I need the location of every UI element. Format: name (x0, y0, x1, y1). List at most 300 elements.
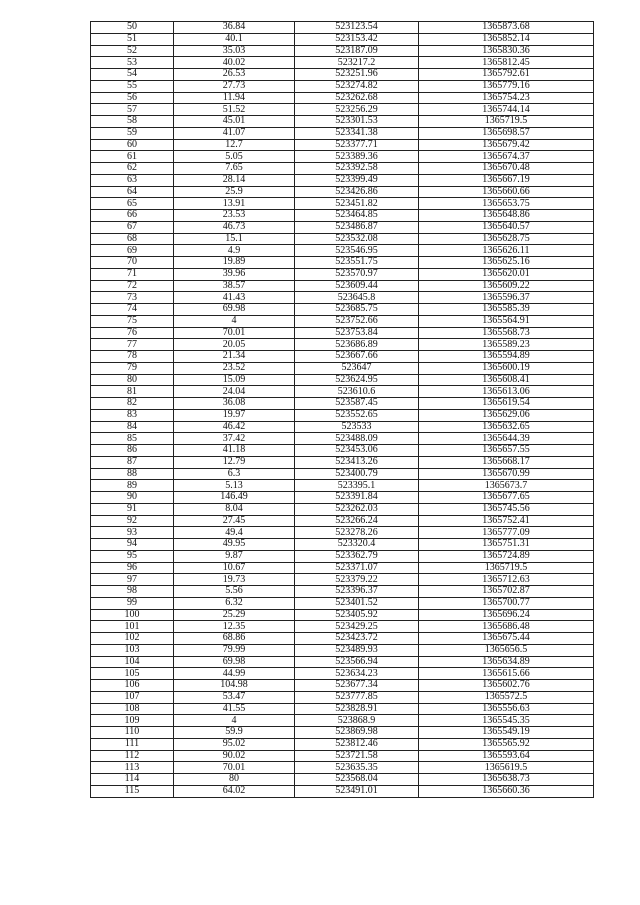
y-coordinate-cell: 1365724.89 (419, 550, 594, 562)
point-number-cell: 97 (91, 574, 174, 586)
x-coordinate-cell: 523551.75 (295, 257, 419, 269)
x-coordinate-cell: 523153.42 (295, 33, 419, 45)
x-coordinate-cell: 523266.24 (295, 515, 419, 527)
point-number-cell: 115 (91, 785, 174, 797)
distance-cell: 27.45 (174, 515, 295, 527)
point-number-cell: 51 (91, 33, 174, 45)
distance-cell: 95.02 (174, 738, 295, 750)
y-coordinate-cell: 1365660.66 (419, 186, 594, 198)
x-coordinate-cell: 523610.6 (295, 386, 419, 398)
table-row (91, 139, 594, 151)
table-row (91, 550, 594, 562)
point-number-cell: 76 (91, 327, 174, 339)
table-row (91, 116, 594, 128)
x-coordinate-cell: 523634.23 (295, 668, 419, 680)
y-coordinate-cell: 1365751.31 (419, 539, 594, 551)
distance-cell: 5.56 (174, 586, 295, 598)
y-coordinate-cell: 1365620.01 (419, 268, 594, 280)
table-row (91, 163, 594, 175)
distance-cell: 13.91 (174, 198, 295, 210)
point-number-cell: 85 (91, 433, 174, 445)
point-number-cell: 90 (91, 492, 174, 504)
x-coordinate-cell: 523552.65 (295, 409, 419, 421)
x-coordinate-cell: 523570.97 (295, 268, 419, 280)
point-number-cell: 93 (91, 527, 174, 539)
y-coordinate-cell: 1365702.87 (419, 586, 594, 598)
x-coordinate-cell: 523301.53 (295, 116, 419, 128)
point-number-cell: 73 (91, 292, 174, 304)
x-coordinate-cell: 523278.26 (295, 527, 419, 539)
y-coordinate-cell: 1365668.17 (419, 456, 594, 468)
table-row (91, 127, 594, 139)
point-number-cell: 103 (91, 644, 174, 656)
y-coordinate-cell: 1365619.5 (419, 762, 594, 774)
x-coordinate-cell: 523274.82 (295, 80, 419, 92)
table-row (91, 492, 594, 504)
distance-cell: 35.03 (174, 45, 295, 57)
y-coordinate-cell: 1365873.68 (419, 22, 594, 34)
coordinate-table (90, 21, 594, 798)
distance-cell: 49.95 (174, 539, 295, 551)
x-coordinate-cell: 523686.89 (295, 339, 419, 351)
y-coordinate-cell: 1365644.39 (419, 433, 594, 445)
point-number-cell: 61 (91, 151, 174, 163)
table-row (91, 174, 594, 186)
table-row (91, 715, 594, 727)
distance-cell: 6.3 (174, 468, 295, 480)
distance-cell: 79.99 (174, 644, 295, 656)
y-coordinate-cell: 1365852.14 (419, 33, 594, 45)
distance-cell: 11.94 (174, 92, 295, 104)
x-coordinate-cell: 523486.87 (295, 221, 419, 233)
point-number-cell: 99 (91, 597, 174, 609)
x-coordinate-cell: 523262.03 (295, 503, 419, 515)
distance-cell: 90.02 (174, 750, 295, 762)
y-coordinate-cell: 1365615.66 (419, 668, 594, 680)
table-row (91, 268, 594, 280)
x-coordinate-cell: 523624.95 (295, 374, 419, 386)
distance-cell: 21.34 (174, 351, 295, 363)
distance-cell: 19.73 (174, 574, 295, 586)
y-coordinate-cell: 1365572.5 (419, 691, 594, 703)
table-row (91, 386, 594, 398)
y-coordinate-cell: 1365600.19 (419, 362, 594, 374)
table-row (91, 409, 594, 421)
y-coordinate-cell: 1365625.16 (419, 257, 594, 269)
point-number-cell: 104 (91, 656, 174, 668)
distance-cell: 36.84 (174, 22, 295, 34)
x-coordinate-cell: 523868.9 (295, 715, 419, 727)
distance-cell: 24.04 (174, 386, 295, 398)
point-number-cell: 68 (91, 233, 174, 245)
point-number-cell: 56 (91, 92, 174, 104)
table-row (91, 527, 594, 539)
table-row (91, 339, 594, 351)
y-coordinate-cell: 1365608.41 (419, 374, 594, 386)
point-number-cell: 106 (91, 680, 174, 692)
y-coordinate-cell: 1365657.55 (419, 445, 594, 457)
y-coordinate-cell: 1365677.65 (419, 492, 594, 504)
y-coordinate-cell: 1365564.91 (419, 315, 594, 327)
point-number-cell: 67 (91, 221, 174, 233)
distance-cell: 4.9 (174, 245, 295, 257)
table-row (91, 727, 594, 739)
y-coordinate-cell: 1365700.77 (419, 597, 594, 609)
y-coordinate-cell: 1365686.48 (419, 621, 594, 633)
y-coordinate-cell: 1365656.5 (419, 644, 594, 656)
distance-cell: 51.52 (174, 104, 295, 116)
x-coordinate-cell: 523777.85 (295, 691, 419, 703)
table-row (91, 198, 594, 210)
x-coordinate-cell: 523187.09 (295, 45, 419, 57)
y-coordinate-cell: 1365712.63 (419, 574, 594, 586)
y-coordinate-cell: 1365679.42 (419, 139, 594, 151)
distance-cell: 45.01 (174, 116, 295, 128)
y-coordinate-cell: 1365744.14 (419, 104, 594, 116)
x-coordinate-cell: 523491.01 (295, 785, 419, 797)
point-number-cell: 66 (91, 210, 174, 222)
table-row (91, 762, 594, 774)
table-row (91, 221, 594, 233)
table-row (91, 104, 594, 116)
y-coordinate-cell: 1365556.63 (419, 703, 594, 715)
point-number-cell: 57 (91, 104, 174, 116)
table-row (91, 151, 594, 163)
y-coordinate-cell: 1365674.37 (419, 151, 594, 163)
distance-cell: 40.1 (174, 33, 295, 45)
x-coordinate-cell: 523377.71 (295, 139, 419, 151)
point-number-cell: 101 (91, 621, 174, 633)
y-coordinate-cell: 1365696.24 (419, 609, 594, 621)
y-coordinate-cell: 1365626.11 (419, 245, 594, 257)
distance-cell: 12.79 (174, 456, 295, 468)
table-row (91, 445, 594, 457)
x-coordinate-cell: 523566.94 (295, 656, 419, 668)
distance-cell: 146.49 (174, 492, 295, 504)
point-number-cell: 62 (91, 163, 174, 175)
table-row (91, 656, 594, 668)
table-row (91, 703, 594, 715)
x-coordinate-cell: 523262.68 (295, 92, 419, 104)
y-coordinate-cell: 1365632.65 (419, 421, 594, 433)
x-coordinate-cell: 523395.1 (295, 480, 419, 492)
x-coordinate-cell: 523667.66 (295, 351, 419, 363)
table-row (91, 304, 594, 316)
distance-cell: 19.97 (174, 409, 295, 421)
table-row (91, 738, 594, 750)
x-coordinate-cell: 523400.79 (295, 468, 419, 480)
distance-cell: 40.02 (174, 57, 295, 69)
point-number-cell: 53 (91, 57, 174, 69)
table-row (91, 233, 594, 245)
distance-cell: 46.42 (174, 421, 295, 433)
distance-cell: 70.01 (174, 327, 295, 339)
point-number-cell: 65 (91, 198, 174, 210)
y-coordinate-cell: 1365619.54 (419, 398, 594, 410)
distance-cell: 6.32 (174, 597, 295, 609)
table-row (91, 292, 594, 304)
x-coordinate-cell: 523753.84 (295, 327, 419, 339)
point-number-cell: 92 (91, 515, 174, 527)
y-coordinate-cell: 1365638.73 (419, 774, 594, 786)
x-coordinate-cell: 523587.45 (295, 398, 419, 410)
y-coordinate-cell: 1365594.89 (419, 351, 594, 363)
point-number-cell: 50 (91, 22, 174, 34)
distance-cell: 7.65 (174, 163, 295, 175)
table-row (91, 597, 594, 609)
table-row (91, 22, 594, 34)
point-number-cell: 63 (91, 174, 174, 186)
x-coordinate-cell: 523426.86 (295, 186, 419, 198)
x-coordinate-cell: 523251.96 (295, 69, 419, 81)
table-row (91, 257, 594, 269)
point-number-cell: 72 (91, 280, 174, 292)
point-number-cell: 114 (91, 774, 174, 786)
point-number-cell: 88 (91, 468, 174, 480)
distance-cell: 8.04 (174, 503, 295, 515)
x-coordinate-cell: 523320.4 (295, 539, 419, 551)
distance-cell: 4 (174, 315, 295, 327)
distance-cell: 36.08 (174, 398, 295, 410)
distance-cell: 46.73 (174, 221, 295, 233)
point-number-cell: 95 (91, 550, 174, 562)
point-number-cell: 112 (91, 750, 174, 762)
distance-cell: 69.98 (174, 304, 295, 316)
point-number-cell: 96 (91, 562, 174, 574)
table-row (91, 315, 594, 327)
y-coordinate-cell: 1365670.99 (419, 468, 594, 480)
x-coordinate-cell: 523256.29 (295, 104, 419, 116)
distance-cell: 23.53 (174, 210, 295, 222)
x-coordinate-cell: 523429.25 (295, 621, 419, 633)
point-number-cell: 100 (91, 609, 174, 621)
y-coordinate-cell: 1365568.73 (419, 327, 594, 339)
y-coordinate-cell: 1365640.57 (419, 221, 594, 233)
x-coordinate-cell: 523752.66 (295, 315, 419, 327)
y-coordinate-cell: 1365745.56 (419, 503, 594, 515)
y-coordinate-cell: 1365777.09 (419, 527, 594, 539)
y-coordinate-cell: 1365593.64 (419, 750, 594, 762)
point-number-cell: 94 (91, 539, 174, 551)
table-row (91, 210, 594, 222)
distance-cell: 69.98 (174, 656, 295, 668)
distance-cell: 59.9 (174, 727, 295, 739)
x-coordinate-cell: 523217.2 (295, 57, 419, 69)
point-number-cell: 110 (91, 727, 174, 739)
point-number-cell: 80 (91, 374, 174, 386)
x-coordinate-cell: 523392.58 (295, 163, 419, 175)
distance-cell: 5.13 (174, 480, 295, 492)
x-coordinate-cell: 523488.09 (295, 433, 419, 445)
y-coordinate-cell: 1365660.36 (419, 785, 594, 797)
table-row (91, 245, 594, 257)
distance-cell: 26.53 (174, 69, 295, 81)
table-row (91, 421, 594, 433)
table-row (91, 785, 594, 797)
point-number-cell: 58 (91, 116, 174, 128)
table-row (91, 186, 594, 198)
table-row (91, 456, 594, 468)
table-row (91, 644, 594, 656)
table-row (91, 750, 594, 762)
distance-cell: 12.35 (174, 621, 295, 633)
y-coordinate-cell: 1365585.39 (419, 304, 594, 316)
y-coordinate-cell: 1365549.19 (419, 727, 594, 739)
table-row (91, 621, 594, 633)
y-coordinate-cell: 1365667.19 (419, 174, 594, 186)
x-coordinate-cell: 523869.98 (295, 727, 419, 739)
distance-cell: 5.05 (174, 151, 295, 163)
point-number-cell: 81 (91, 386, 174, 398)
table-row (91, 515, 594, 527)
x-coordinate-cell: 523362.79 (295, 550, 419, 562)
point-number-cell: 60 (91, 139, 174, 151)
distance-cell: 12.7 (174, 139, 295, 151)
point-number-cell: 69 (91, 245, 174, 257)
point-number-cell: 87 (91, 456, 174, 468)
distance-cell: 9.87 (174, 550, 295, 562)
y-coordinate-cell: 1365589.23 (419, 339, 594, 351)
table-row (91, 680, 594, 692)
distance-cell: 25.29 (174, 609, 295, 621)
table-row (91, 586, 594, 598)
x-coordinate-cell: 523405.92 (295, 609, 419, 621)
distance-cell: 39.96 (174, 268, 295, 280)
table-row (91, 774, 594, 786)
y-coordinate-cell: 1365653.75 (419, 198, 594, 210)
distance-cell: 27.73 (174, 80, 295, 92)
table-row (91, 69, 594, 81)
y-coordinate-cell: 1365629.06 (419, 409, 594, 421)
distance-cell: 10.67 (174, 562, 295, 574)
x-coordinate-cell: 523341.38 (295, 127, 419, 139)
x-coordinate-cell: 523677.34 (295, 680, 419, 692)
point-number-cell: 64 (91, 186, 174, 198)
y-coordinate-cell: 1365792.61 (419, 69, 594, 81)
table-row (91, 57, 594, 69)
x-coordinate-cell: 523533 (295, 421, 419, 433)
x-coordinate-cell: 523423.72 (295, 633, 419, 645)
y-coordinate-cell: 1365698.57 (419, 127, 594, 139)
point-number-cell: 108 (91, 703, 174, 715)
y-coordinate-cell: 1365675.44 (419, 633, 594, 645)
x-coordinate-cell: 523451.82 (295, 198, 419, 210)
table-row (91, 45, 594, 57)
point-number-cell: 105 (91, 668, 174, 680)
y-coordinate-cell: 1365670.48 (419, 163, 594, 175)
point-number-cell: 111 (91, 738, 174, 750)
x-coordinate-cell: 523371.07 (295, 562, 419, 574)
distance-cell: 15.09 (174, 374, 295, 386)
table-row (91, 92, 594, 104)
table-row (91, 503, 594, 515)
table-row (91, 539, 594, 551)
y-coordinate-cell: 1365613.06 (419, 386, 594, 398)
y-coordinate-cell: 1365673.7 (419, 480, 594, 492)
distance-cell: 38.57 (174, 280, 295, 292)
x-coordinate-cell: 523391.84 (295, 492, 419, 504)
table-row (91, 327, 594, 339)
point-number-cell: 79 (91, 362, 174, 374)
point-number-cell: 91 (91, 503, 174, 515)
point-number-cell: 77 (91, 339, 174, 351)
x-coordinate-cell: 523532.08 (295, 233, 419, 245)
y-coordinate-cell: 1365812.45 (419, 57, 594, 69)
point-number-cell: 52 (91, 45, 174, 57)
point-number-cell: 83 (91, 409, 174, 421)
distance-cell: 80 (174, 774, 295, 786)
distance-cell: 44.99 (174, 668, 295, 680)
distance-cell: 104.98 (174, 680, 295, 692)
distance-cell: 49.4 (174, 527, 295, 539)
distance-cell: 19.89 (174, 257, 295, 269)
x-coordinate-cell: 523489.93 (295, 644, 419, 656)
x-coordinate-cell: 523635.35 (295, 762, 419, 774)
point-number-cell: 54 (91, 69, 174, 81)
point-number-cell: 59 (91, 127, 174, 139)
x-coordinate-cell: 523464.85 (295, 210, 419, 222)
distance-cell: 41.55 (174, 703, 295, 715)
point-number-cell: 70 (91, 257, 174, 269)
table-row (91, 280, 594, 292)
distance-cell: 15.1 (174, 233, 295, 245)
y-coordinate-cell: 1365628.75 (419, 233, 594, 245)
distance-cell: 4 (174, 715, 295, 727)
point-number-cell: 89 (91, 480, 174, 492)
table-row (91, 480, 594, 492)
x-coordinate-cell: 523123.54 (295, 22, 419, 34)
distance-cell: 64.02 (174, 785, 295, 797)
distance-cell: 70.01 (174, 762, 295, 774)
table-row (91, 80, 594, 92)
distance-cell: 23.52 (174, 362, 295, 374)
y-coordinate-cell: 1365602.76 (419, 680, 594, 692)
point-number-cell: 98 (91, 586, 174, 598)
table-row (91, 574, 594, 586)
distance-cell: 25.9 (174, 186, 295, 198)
y-coordinate-cell: 1365779.16 (419, 80, 594, 92)
x-coordinate-cell: 523721.58 (295, 750, 419, 762)
table-row (91, 33, 594, 45)
x-coordinate-cell: 523546.95 (295, 245, 419, 257)
x-coordinate-cell: 523401.52 (295, 597, 419, 609)
x-coordinate-cell: 523399.49 (295, 174, 419, 186)
y-coordinate-cell: 1365752.41 (419, 515, 594, 527)
point-number-cell: 74 (91, 304, 174, 316)
table-body (91, 22, 594, 798)
point-number-cell: 75 (91, 315, 174, 327)
point-number-cell: 84 (91, 421, 174, 433)
point-number-cell: 71 (91, 268, 174, 280)
y-coordinate-cell: 1365596.37 (419, 292, 594, 304)
y-coordinate-cell: 1365719.5 (419, 562, 594, 574)
x-coordinate-cell: 523685.75 (295, 304, 419, 316)
table-row (91, 374, 594, 386)
x-coordinate-cell: 523647 (295, 362, 419, 374)
y-coordinate-cell: 1365634.89 (419, 656, 594, 668)
table-row (91, 351, 594, 363)
x-coordinate-cell: 523568.04 (295, 774, 419, 786)
y-coordinate-cell: 1365830.36 (419, 45, 594, 57)
x-coordinate-cell: 523453.06 (295, 445, 419, 457)
distance-cell: 68.86 (174, 633, 295, 645)
y-coordinate-cell: 1365545.35 (419, 715, 594, 727)
point-number-cell: 113 (91, 762, 174, 774)
y-coordinate-cell: 1365648.86 (419, 210, 594, 222)
point-number-cell: 82 (91, 398, 174, 410)
distance-cell: 41.43 (174, 292, 295, 304)
table-row (91, 398, 594, 410)
